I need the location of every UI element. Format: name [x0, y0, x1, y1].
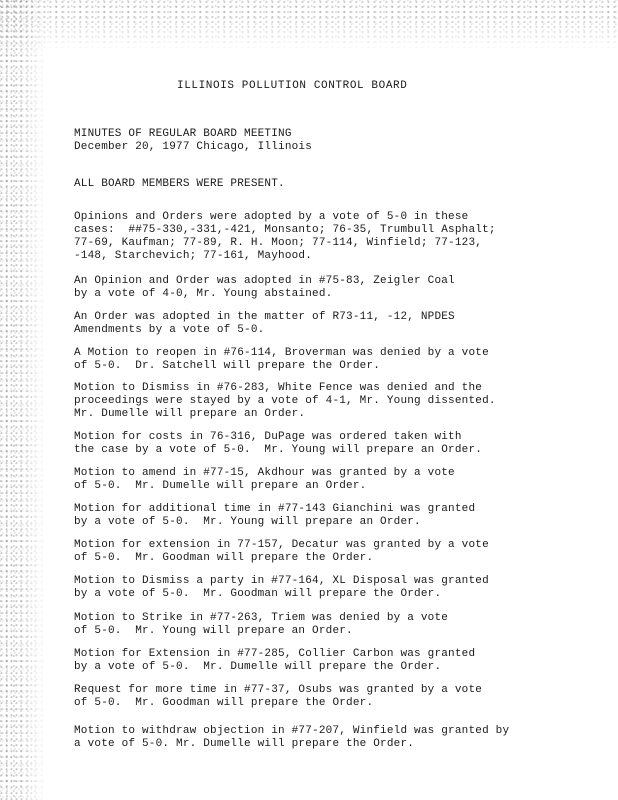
paragraph-line: a vote of 5-0. Mr. Dumelle will prepare the Order.	[74, 738, 415, 750]
paragraph-line: by a vote of 5-0. Mr. Goodman will prepare the Order.	[74, 588, 442, 600]
paragraph-line: Amendments by a vote of 5-0.	[74, 324, 265, 336]
paragraph-line: Motion for extension in 77-157, Decatur was granted by a vote	[74, 539, 489, 551]
paragraph-line: An Opinion and Order was adopted in #75-83, Zeigler Coal	[74, 275, 455, 287]
scan-noise-left	[0, 0, 46, 800]
paragraph-line: -148, Starchevich; 77-161, Mayhood.	[74, 250, 313, 262]
paragraph-line: proceedings were stayed by a vote of 4-1, Mr. Young dissented.	[74, 395, 496, 407]
paragraph-line: Motion to Dismiss in #76-283, White Fence was denied and the	[74, 382, 483, 394]
paragraph-line: cases: ##75-330,-331,-421, Monsanto; 76-35, Trumbull Asphalt;	[74, 224, 496, 236]
paragraph-line: by a vote of 5-0. Mr. Young will prepare an Order.	[74, 516, 421, 528]
paragraph-line: of 5-0. Mr. Goodman will prepare the Order.	[74, 552, 374, 564]
paragraph-line: Motion to amend in #77-15, Akdhour was granted by a vote	[74, 467, 455, 479]
paragraph-line: Motion for Extension in #77-285, Collier Carbon was granted	[74, 648, 476, 660]
minutes-heading: MINUTES OF REGULAR BOARD MEETING	[74, 128, 292, 140]
paragraph-line: of 5-0. Mr. Young will prepare an Order.	[74, 625, 353, 637]
scan-noise-top	[0, 0, 618, 52]
paragraph-line: the case by a vote of 5-0. Mr. Young will prepare an Order.	[74, 444, 483, 456]
paragraph-line: by a vote of 4-0, Mr. Young abstained.	[74, 288, 333, 300]
paragraph-line: An Order was adopted in the matter of R73-11, -12, NPDES	[74, 311, 455, 323]
paragraph-line: A Motion to reopen in #76-114, Broverman was denied by a vote	[74, 347, 489, 359]
paragraph-line: Motion for additional time in #77-143 Gianchini was granted	[74, 503, 476, 515]
document-title: ILLINOIS POLLUTION CONTROL BOARD	[177, 80, 408, 92]
paragraph-line: Motion to Strike in #77-263, Triem was denied by a vote	[74, 612, 449, 624]
meeting-date-location: December 20, 1977 Chicago, Illinois	[74, 141, 313, 153]
paragraph-line: Opinions and Orders were adopted by a vote of 5-0 in these	[74, 211, 469, 223]
attendance-statement: ALL BOARD MEMBERS WERE PRESENT.	[74, 178, 285, 190]
paragraph-line: Motion to Dismiss a party in #77-164, XL Disposal was granted	[74, 575, 489, 587]
paragraph-line: Mr. Dumelle will prepare an Order.	[74, 408, 306, 420]
paragraph-line: Request for more time in #77-37, Osubs was granted by a vote	[74, 684, 483, 696]
paragraph-line: 77-69, Kaufman; 77-89, R. H. Moon; 77-114, Winfield; 77-123,	[74, 237, 483, 249]
paragraph-line: of 5-0. Mr. Goodman will prepare the Order.	[74, 697, 374, 709]
paragraph-line: by a vote of 5-0. Mr. Dumelle will prepare the Order.	[74, 661, 442, 673]
paragraph-line: of 5-0. Dr. Satchell will prepare the Order.	[74, 360, 381, 372]
paragraph-line: of 5-0. Mr. Dumelle will prepare an Order.	[74, 480, 367, 492]
paragraph-line: Motion to withdraw objection in #77-207, Winfield was granted by	[74, 725, 510, 737]
paragraph-line: Motion for costs in 76-316, DuPage was ordered taken with	[74, 431, 462, 443]
